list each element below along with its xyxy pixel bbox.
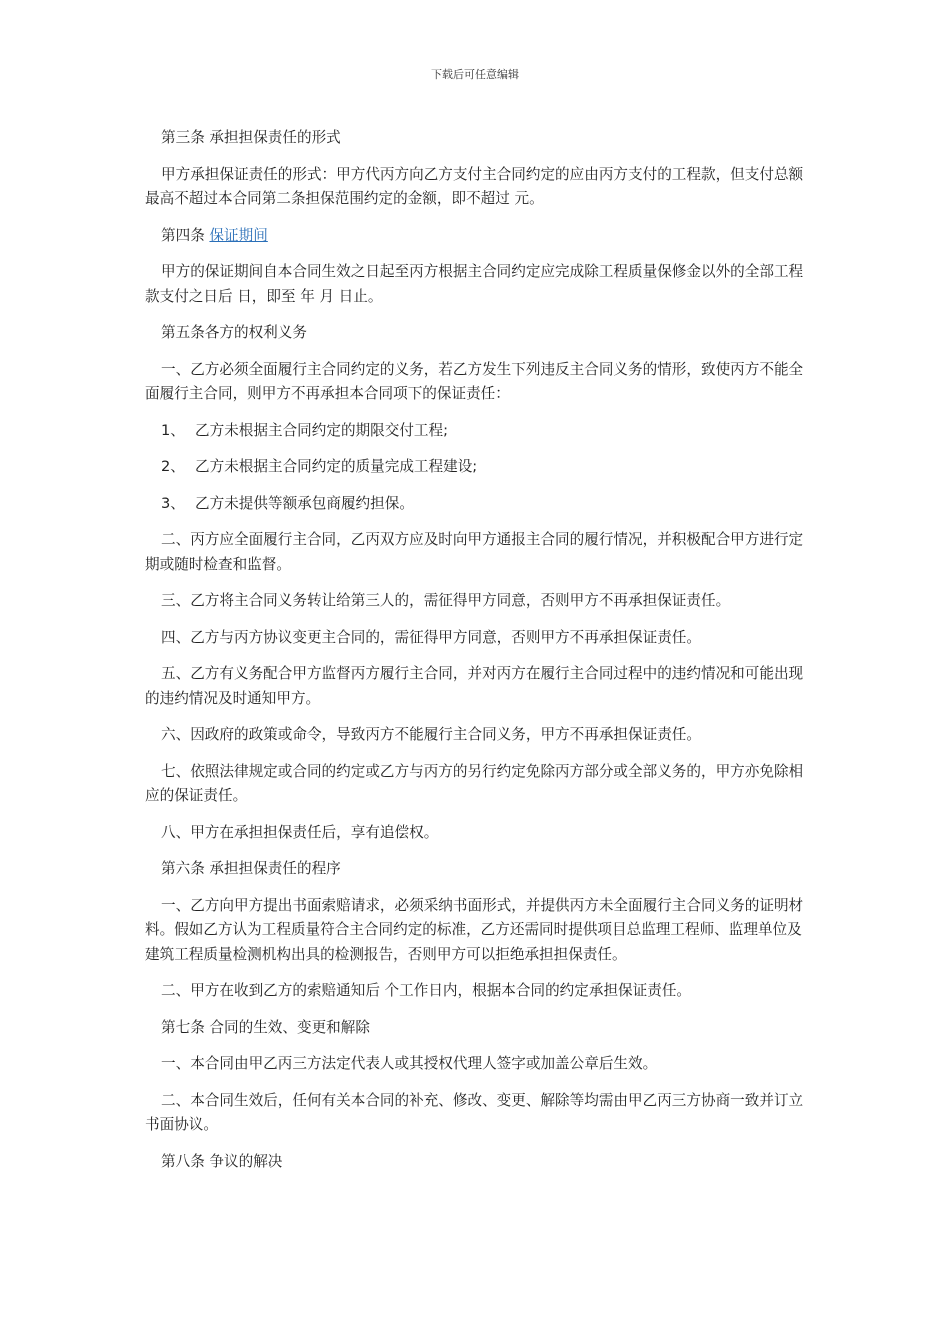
page-header: 下载后可任意编辑 bbox=[431, 68, 519, 81]
list-text: 乙方未根据主合同约定的质量完成工程建设; bbox=[195, 458, 478, 475]
list-item bbox=[145, 492, 805, 517]
article-prefix: 第四条 bbox=[161, 226, 210, 244]
list-number: 1、 bbox=[161, 421, 185, 439]
article-heading: 第八条 争议的解决 bbox=[161, 1152, 283, 1170]
paragraph: 一、本合同由甲乙丙三方法定代表人或其授权代理人签字或加盖公章后生效。 bbox=[161, 1055, 658, 1072]
paragraph: 六、因政府的政策或命令，导致丙方不能履行主合同义务，甲方不再承担保证责任。 bbox=[161, 726, 701, 743]
paragraph: 二、本合同生效后，任何有关本合同的补充、修改、变更、解除等均需由甲乙丙三方协商一致并订立书面协议。 bbox=[145, 1091, 804, 1133]
paragraph: 二、甲方在收到乙方的索赔通知后 个工作日内，根据本合同的约定承担保证责任。 bbox=[161, 982, 692, 999]
article-heading bbox=[145, 224, 805, 249]
guarantee-period-link[interactable]: 保证期间 bbox=[209, 226, 268, 244]
paragraph: 二、丙方应全面履行主合同，乙丙双方应及时向甲方通报主合同的履行情况，并积极配合甲方进行定期或随时检查和监督。 bbox=[145, 531, 804, 573]
list-item bbox=[145, 455, 805, 480]
paragraph: 五、乙方有义务配合甲方监督丙方履行主合同，并对丙方在履行主合同过程中的违约情况和可能出现的违约情况及时通知甲方。 bbox=[145, 665, 804, 707]
list-item bbox=[145, 419, 805, 444]
paragraph: 七、依照法律规定或合同的约定或乙方与丙方的另行约定免除丙方部分或全部义务的，甲方亦免除相应的保证责任。 bbox=[145, 762, 804, 804]
paragraph: 一、乙方向甲方提出书面索赔请求，必须采纳书面形式，并提供丙方未全面履行主合同义务的证明材料。假如乙方认为工程质量符合主合同约定的标准，乙方还需同时提供项目总监理工程师、监理单位及建筑工程质量检测机构出具的检测报告，否则甲方可以拒绝承担担保责任。 bbox=[145, 896, 804, 963]
article-heading: 第七条 合同的生效、变更和解除 bbox=[161, 1018, 370, 1036]
document-body bbox=[145, 126, 805, 1186]
paragraph: 四、乙方与丙方协议变更主合同的，需征得甲方同意，否则甲方不再承担保证责任。 bbox=[161, 628, 701, 646]
paragraph: 甲方承担保证责任的形式：甲方代丙方向乙方支付主合同约定的应由丙方支付的工程款，但支付总额最高不超过本合同第二条担保范围约定的金额，即不超过 元。 bbox=[145, 165, 804, 207]
paragraph: 甲方的保证期间自本合同生效之日起至丙方根据主合同约定应完成除工程质量保修金以外的全部工程款支付之日后 日，即至 年 月 日止。 bbox=[145, 263, 804, 305]
article-heading: 第六条 承担担保责任的程序 bbox=[161, 860, 341, 877]
paragraph: 八、甲方在承担担保责任后，享有追偿权。 bbox=[161, 823, 439, 841]
list-number: 3、 bbox=[161, 494, 185, 512]
list-text: 乙方未提供等额承包商履约担保。 bbox=[195, 494, 414, 512]
list-number: 2、 bbox=[161, 458, 185, 475]
paragraph: 三、乙方将主合同义务转让给第三人的，需征得甲方同意，否则甲方不再承担保证责任。 bbox=[161, 592, 731, 609]
article-heading: 第五条各方的权利义务 bbox=[161, 324, 307, 341]
article-heading: 第三条 承担担保责任的形式 bbox=[161, 129, 341, 146]
list-text: 乙方未根据主合同约定的期限交付工程; bbox=[195, 421, 449, 439]
paragraph: 一、乙方必须全面履行主合同约定的义务，若乙方发生下列违反主合同义务的情形，致使丙方不能全面履行主合同，则甲方不再承担本合同项下的保证责任： bbox=[145, 360, 804, 402]
